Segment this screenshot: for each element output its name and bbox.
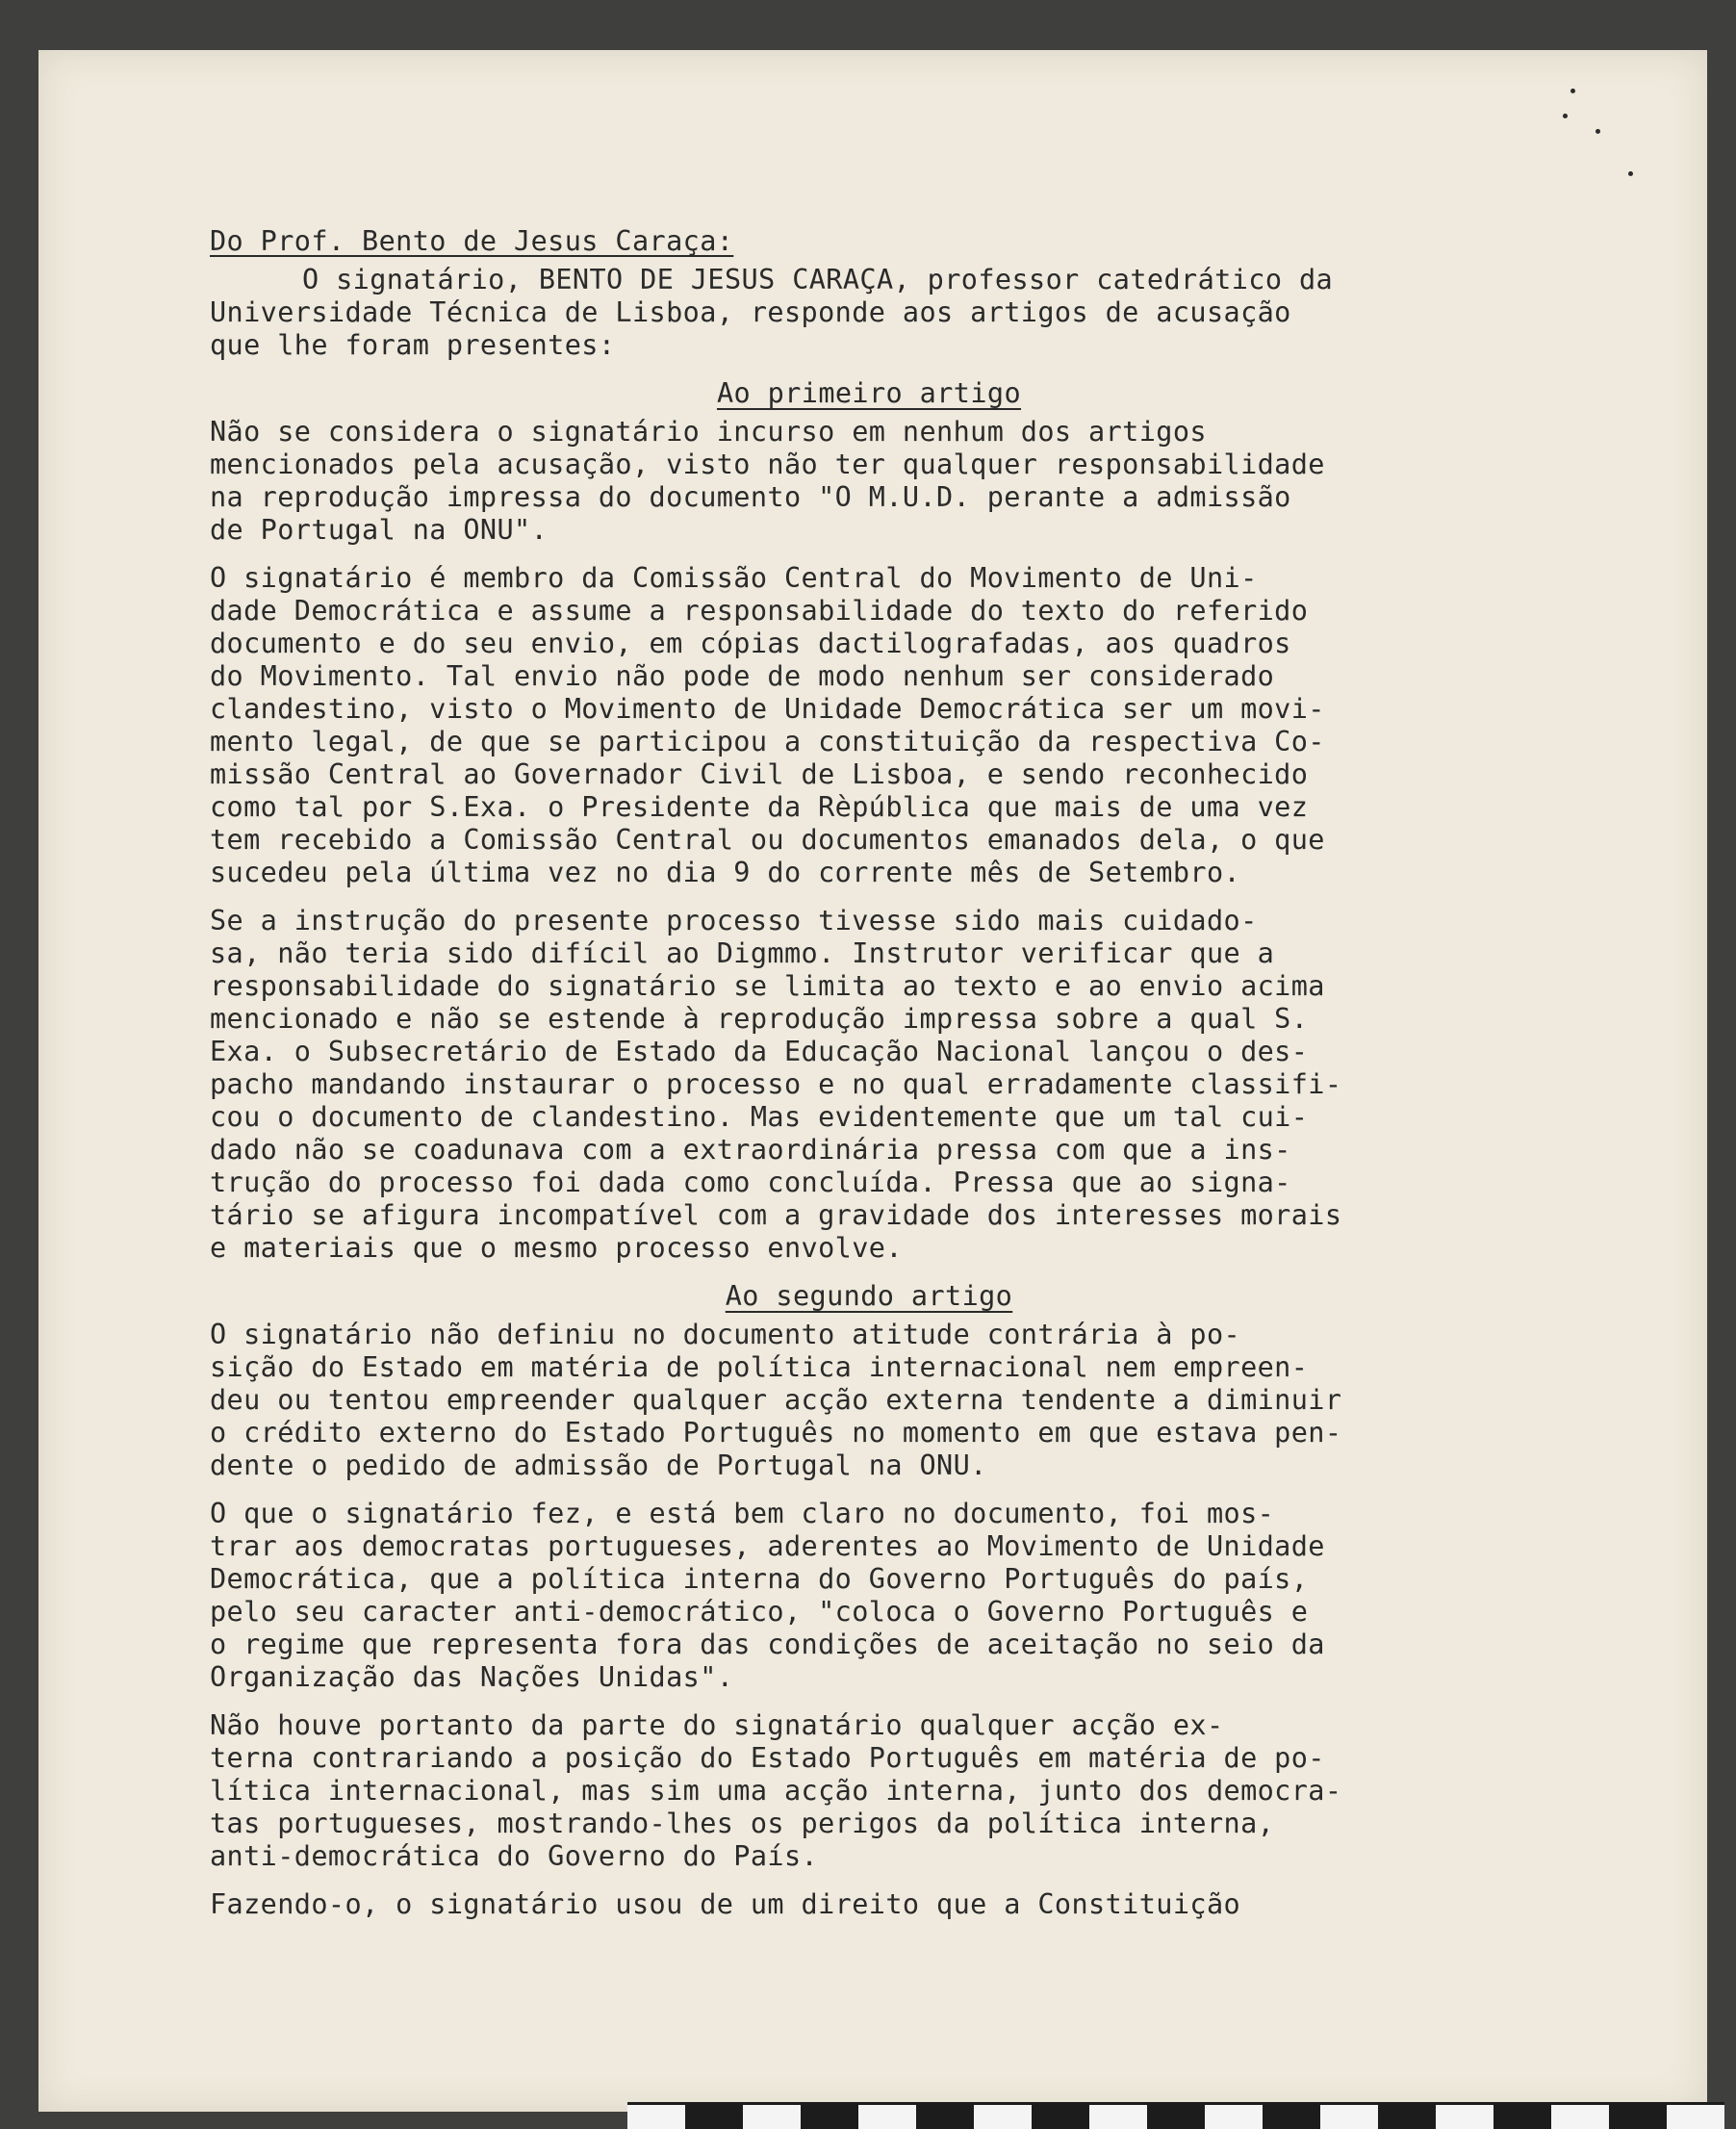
scale-ruler bbox=[627, 2102, 1724, 2129]
section-title-first-text: Ao primeiro artigo bbox=[716, 377, 1022, 409]
paragraph: O que o signatário fez, e está bem claro no documento, foi mos- trar aos democratas portugueses, aderentes ao Movimento de Unidade Democrática, que a política interna do Governo Português do país, pelo seu caracter anti-democrático, "coloca o Governo Português e o regime que representa fora das condições de aceitação no seio da Organização das Nações Unidas". bbox=[210, 1498, 1325, 1693]
section-title-second-text: Ao segundo artigo bbox=[725, 1280, 1013, 1312]
intro-paragraph: O signatário, BENTO DE JESUS CARAÇA, professor catedrático da Universidade Técnica de Lisboa, responde aos artigos de acusação que lhe foram presentes: bbox=[210, 264, 1334, 361]
typed-letter bbox=[210, 225, 1528, 1937]
paragraph: Não houve portanto da parte do signatário qualquer acção ex- terna contrariando a posição do Estado Português em matéria de po- lítica internacional, mas sim uma acção interna, junto dos democra- tas portugueses, mostrando-lhes os perigos da política interna, anti-democrática do Governo do País. bbox=[210, 1709, 1342, 1872]
paragraph: Não se considera o signatário incurso em nenhum dos artigos mencionados pela acusação, visto não ter qualquer responsabilidade na reprodução impressa do documento "O M.U.D. perante a admissão de Portugal na ONU". bbox=[210, 416, 1325, 546]
ink-speck bbox=[1596, 129, 1600, 134]
paragraph: Fazendo-o, o signatário usou de um direito que a Constituição bbox=[210, 1888, 1241, 1920]
paragraph: O signatário não definiu no documento atitude contrária à po- sição do Estado em matéria de política internacional nem empreen- deu ou tentou empreender qualquer acção externa tendente a diminuir o crédito externo do Estado Português no momento em que estava pen- dente o pedido de admissão de Portugal na ONU. bbox=[210, 1319, 1342, 1481]
ink-speck bbox=[1563, 114, 1568, 118]
paragraph: Se a instrução do presente processo tivesse sido mais cuidado- sa, não teria sido difícil ao Digmmo. Instrutor verificar que a responsabilidade do signatário se limita ao texto e ao envio acima mencionado e não se estende à reprodução impressa sobre a qual S. Exa. o Subsecretário de Estado da Educação Nacional lançou o des- pacho mandando instaurar o processo e no qual erradamente classifi- cou o documento de clandestino. Mas evidentemente que um tal cui- dado não se coadunava com a extraordinária pressa com que a ins- trução do processo foi dada como concluída. Pressa que ao signa- tário se afigura incompatível com a gravidade dos interesses morais e materiais que o mesmo processo envolve. bbox=[210, 905, 1342, 1264]
section-title-second bbox=[210, 1280, 1528, 1313]
letter-heading: Do Prof. Bento de Jesus Caraça: bbox=[210, 225, 734, 257]
paragraph: O signatário é membro da Comissão Central do Movimento de Uni- dade Democrática e assume a responsabilidade do texto do referido documento e do seu envio, em cópias dactilografadas, aos quadros do Movimento. Tal envio não pode de modo nenhum ser considerado clandestino, visto o Movimento de Unidade Democrática ser um movi- mento legal, de que se participou a constituição da respectiva Co- missão Central ao Governador Civil de Lisboa, e sendo reconhecido como tal por S.Exa. o Presidente da Rèpública que mais de uma vez tem recebido a Comissão Central ou documentos emanados dela, o que sucedeu pela última vez no dia 9 do corrente mês de Setembro. bbox=[210, 562, 1325, 888]
section-title-first bbox=[210, 377, 1528, 410]
ink-speck bbox=[1570, 89, 1575, 93]
ink-speck bbox=[1628, 171, 1633, 176]
